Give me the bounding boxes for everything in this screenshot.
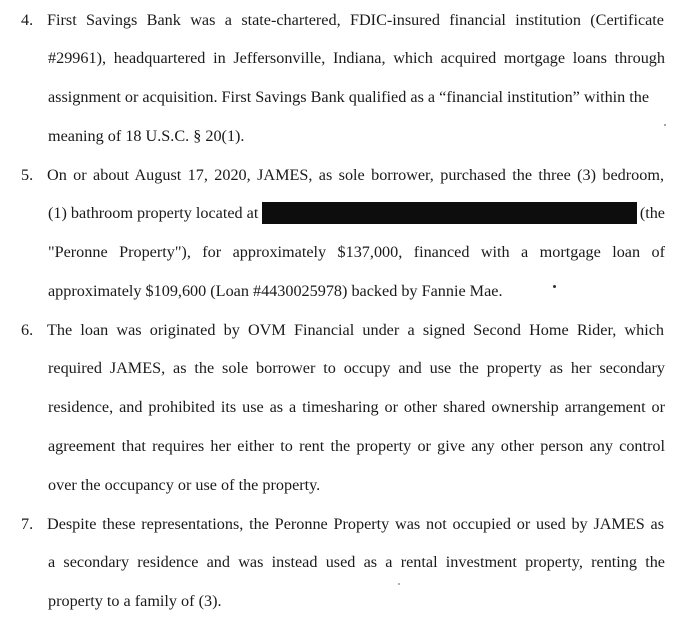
paragraph-number: 7. — [21, 515, 34, 533]
redacted-address-line — [48, 203, 665, 223]
paragraph-line-segment: (the — [639, 204, 665, 222]
scan-speck — [664, 124, 666, 126]
paragraph-line: agreement that requires her either to rent the property or give any other person any control — [48, 437, 665, 455]
redaction-bar — [262, 202, 636, 224]
paragraph-line: a secondary residence and was instead used as a rental investment property, renting the — [48, 553, 665, 571]
paragraph-line: "Peronne Property"), for approximately $137,000, financed with a mortgage loan of — [48, 243, 665, 261]
paragraph-line: over the occupancy or use of the property. — [48, 476, 321, 494]
scan-speck — [553, 285, 556, 288]
paragraph-line-segment: (1) bathroom property located at — [48, 204, 259, 222]
paragraph-number: 6. — [21, 321, 34, 339]
paragraph-line: First Savings Bank was a state-chartered, FDIC-insured financial institution (Certificate — [47, 11, 664, 29]
paragraph-number: 5. — [21, 166, 34, 184]
paragraph-number: 4. — [21, 11, 34, 29]
paragraph-line: approximately $109,600 (Loan #4430025978) backed by Fannie Mae. — [48, 282, 503, 300]
scan-speck — [398, 583, 400, 585]
paragraph-line: On or about August 17, 2020, JAMES, as sole borrower, purchased the three (3) bedroom, — [47, 166, 664, 184]
paragraph-line: assignment or acquisition. First Savings Bank qualified as a “financial institution” within the — [48, 88, 650, 106]
paragraph-line: required JAMES, as the sole borrower to occupy and use the property as her secondary — [48, 359, 665, 377]
paragraph-line: property to a family of (3). — [48, 592, 222, 610]
paragraph-line: residence, and prohibited its use as a timesharing or other shared ownership arrangement or — [48, 398, 665, 416]
paragraph-line: #29961), headquartered in Jeffersonville, Indiana, which acquired mortgage loans through — [48, 49, 665, 67]
paragraph-line: Despite these representations, the Peronne Property was not occupied or used by JAMES as — [47, 515, 664, 533]
paragraph-line: meaning of 18 U.S.C. § 20(1). — [48, 127, 245, 145]
paragraph-line: The loan was originated by OVM Financial under a signed Second Home Rider, which — [47, 321, 664, 339]
